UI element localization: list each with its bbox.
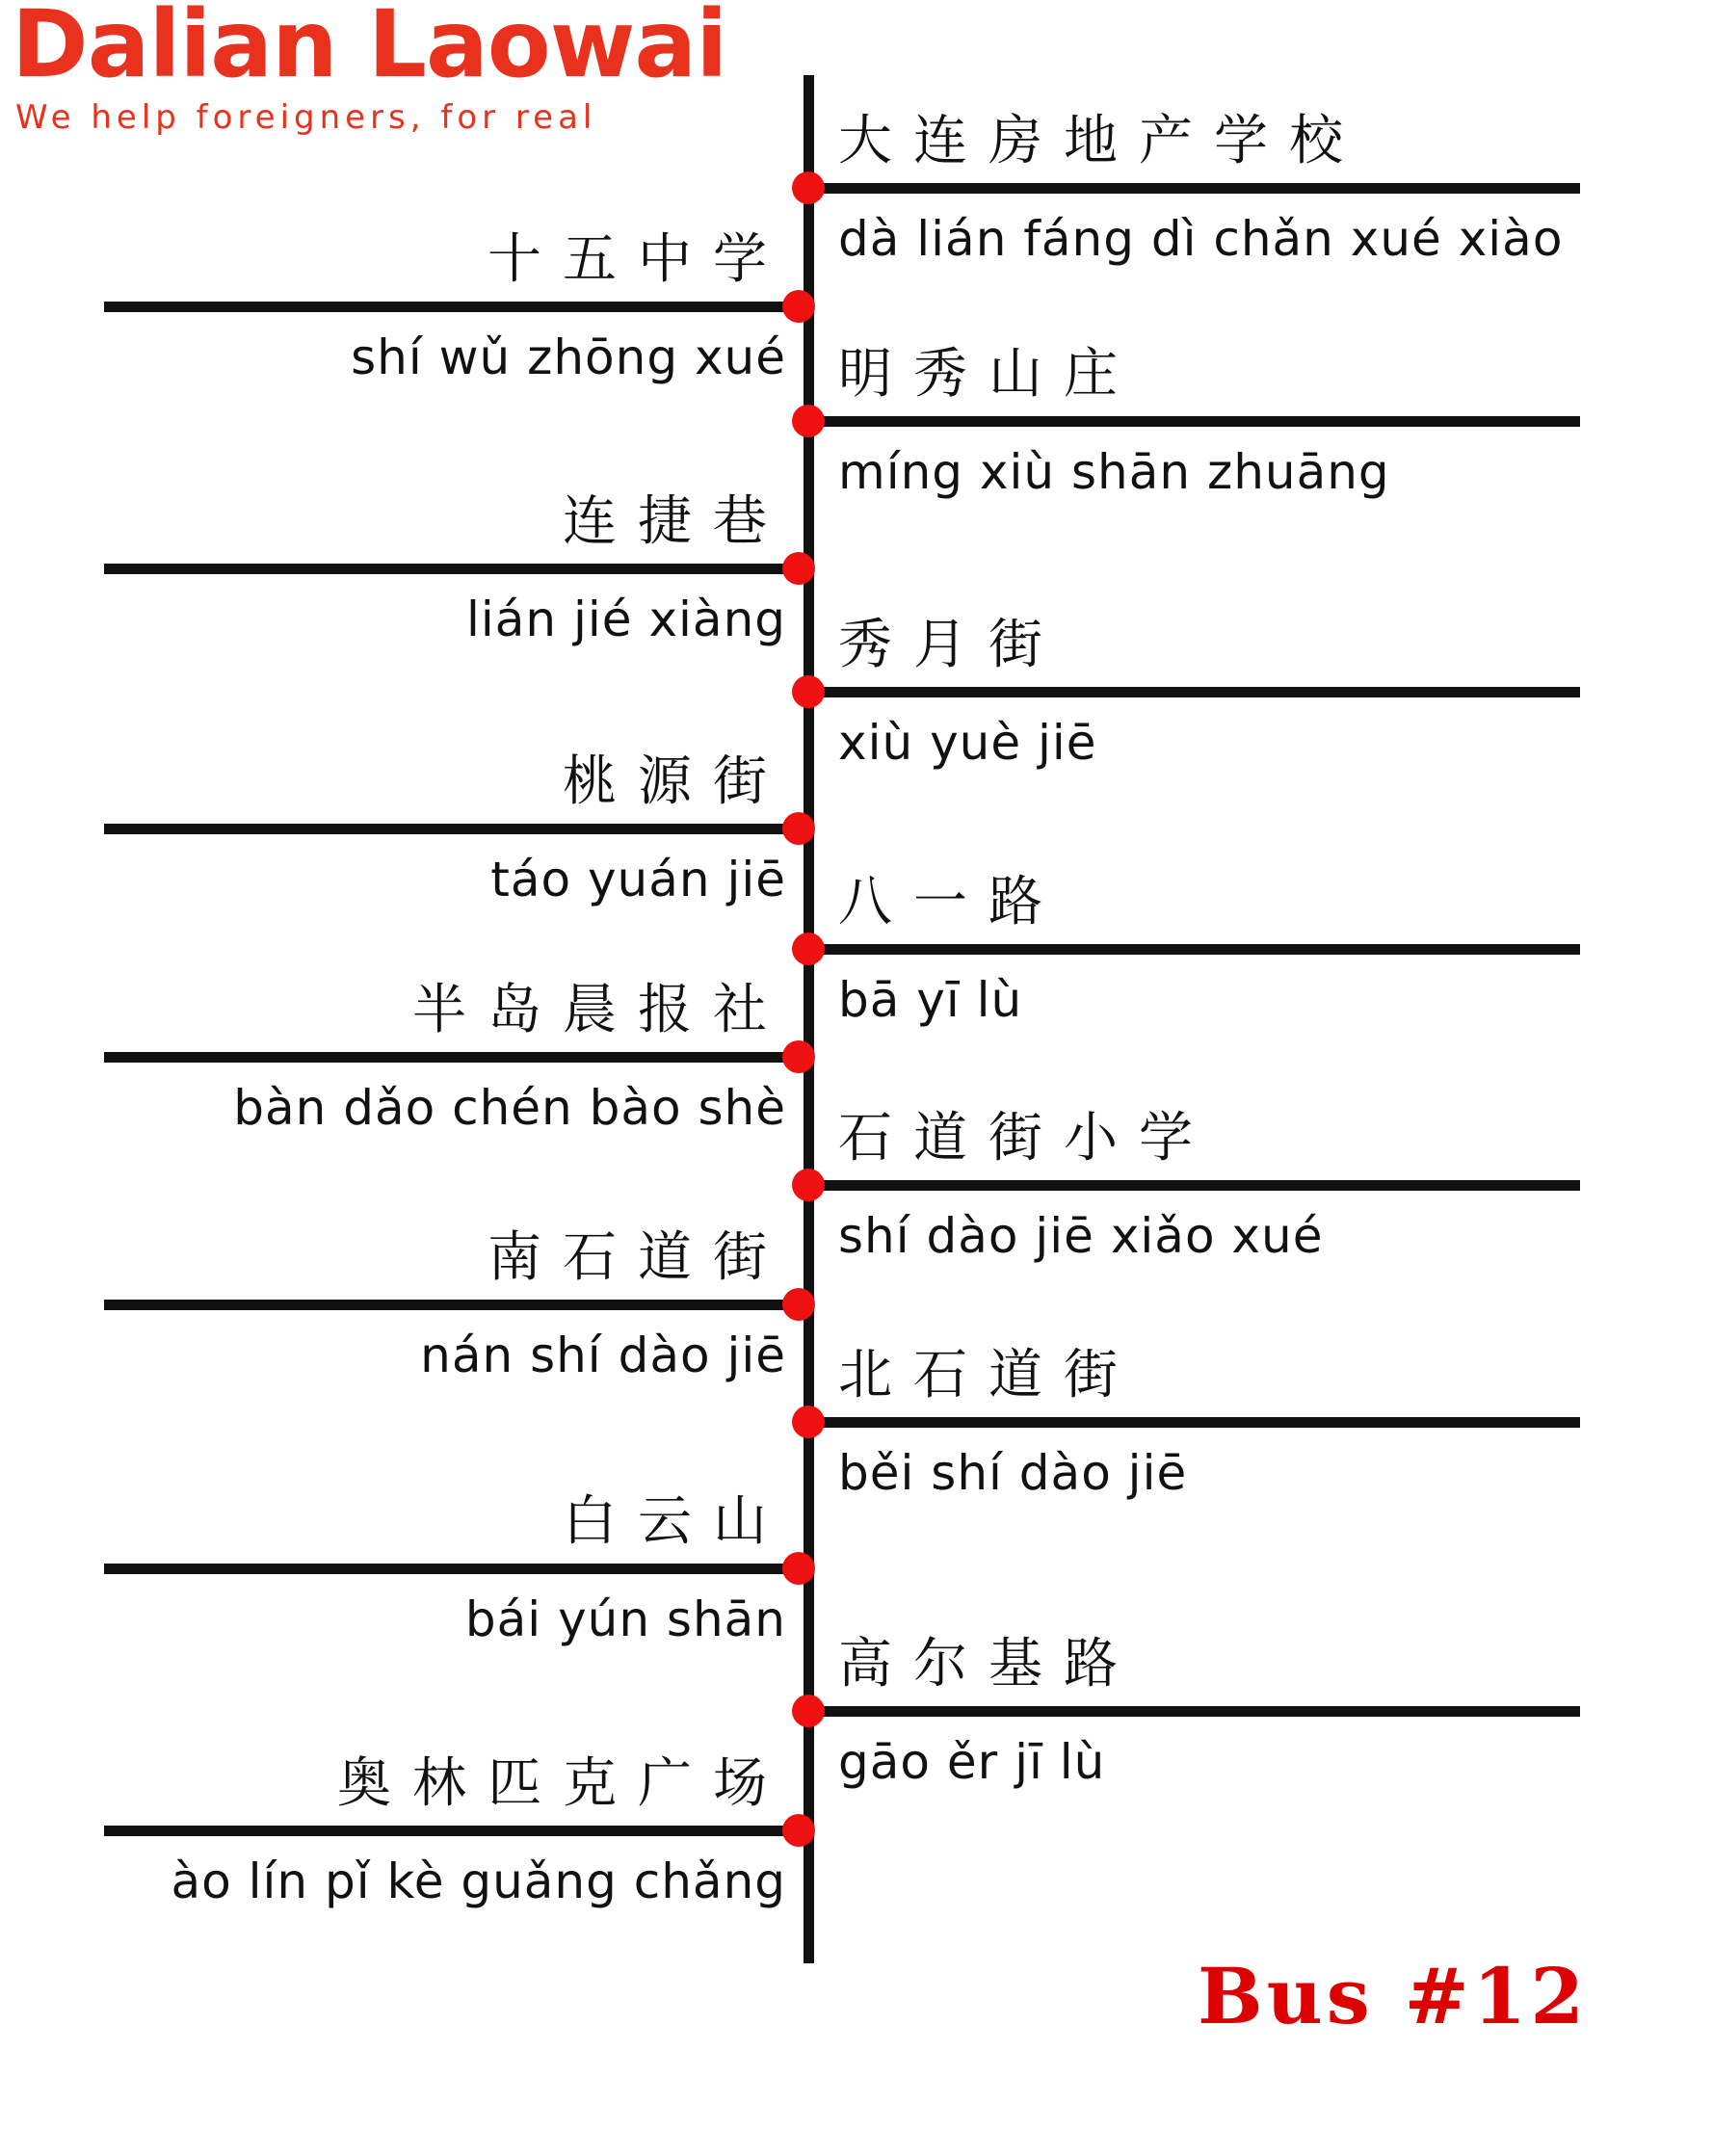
stop-branch-line <box>104 824 809 834</box>
stop-pinyin: gāo ěr jī lù <box>838 1734 1106 1790</box>
stop-dot <box>782 1288 815 1321</box>
stop-branch-line <box>104 1300 809 1310</box>
stop-branch-line <box>809 183 1580 194</box>
stop-name: 石道街小学 <box>838 1107 1214 1170</box>
stop-branch-line <box>104 1826 809 1836</box>
stop-dot <box>782 1552 815 1585</box>
stop-branch-line <box>809 1417 1580 1428</box>
stop-dot <box>792 171 825 204</box>
stop-name: 大连房地产学校 <box>838 110 1364 172</box>
stop-name: 奥林匹克广场 <box>337 1752 788 1815</box>
stop-name: 十五中学 <box>488 228 788 291</box>
stop-pinyin: shí dào jiē xiǎo xué <box>838 1208 1324 1264</box>
stop-dot <box>792 933 825 965</box>
stop-branch-line <box>809 1706 1580 1717</box>
stop-name: 高尔基路 <box>838 1633 1139 1696</box>
stop-pinyin: shí wǔ zhōng xué <box>351 329 786 385</box>
stop-branch-line <box>104 1564 809 1574</box>
stop-pinyin: bàn dǎo chén bào shè <box>233 1080 786 1136</box>
stop-branch-line <box>809 944 1580 955</box>
stop-pinyin: bā yī lù <box>838 972 1023 1028</box>
stop-branch-line <box>809 1180 1580 1191</box>
stop-dot <box>792 1406 825 1438</box>
stop-pinyin: bái yún shān <box>464 1591 786 1647</box>
stop-dot <box>792 675 825 708</box>
stop-name: 桃源街 <box>563 750 788 813</box>
stop-pinyin: běi shí dào jiē <box>838 1445 1188 1501</box>
stop-dot <box>782 812 815 845</box>
stop-name: 连捷巷 <box>563 490 788 553</box>
stop-dot <box>782 1814 815 1847</box>
stop-branch-line <box>104 564 809 574</box>
stop-pinyin: nán shí dào jiē <box>420 1328 786 1383</box>
stop-dot <box>782 290 815 323</box>
stop-pinyin: xiù yuè jiē <box>838 715 1097 771</box>
brand-tagline: We help foreigners, for real <box>15 98 597 137</box>
stop-name: 半岛晨报社 <box>412 979 788 1041</box>
stop-name: 八一路 <box>838 871 1064 933</box>
stop-pinyin: táo yuán jiē <box>490 852 786 907</box>
stop-branch-line <box>809 687 1580 697</box>
stop-pinyin: míng xiù shān zhuāng <box>838 444 1390 500</box>
stop-name: 白云山 <box>563 1490 788 1553</box>
stop-name: 北石道街 <box>838 1344 1139 1407</box>
stop-dot <box>792 1695 825 1727</box>
stop-name: 秀月街 <box>838 614 1064 676</box>
stop-pinyin: ào lín pǐ kè guǎng chǎng <box>171 1854 786 1909</box>
stop-pinyin: dà lián fáng dì chǎn xué xiào <box>838 211 1564 267</box>
bus-route-label: Bus #12 <box>1197 1951 1588 2041</box>
stop-branch-line <box>104 1052 809 1063</box>
stop-pinyin: lián jié xiàng <box>466 592 786 647</box>
stop-name: 明秀山庄 <box>838 343 1139 406</box>
route-trunk-line <box>804 75 814 1963</box>
stop-dot <box>782 552 815 585</box>
stop-branch-line <box>809 416 1580 427</box>
stop-branch-line <box>104 302 809 312</box>
stop-name: 南石道街 <box>488 1226 788 1289</box>
brand-logo-title: Dalian Laowai <box>12 0 727 98</box>
stop-dot <box>782 1040 815 1073</box>
stop-dot <box>792 1169 825 1201</box>
stop-dot <box>792 405 825 437</box>
